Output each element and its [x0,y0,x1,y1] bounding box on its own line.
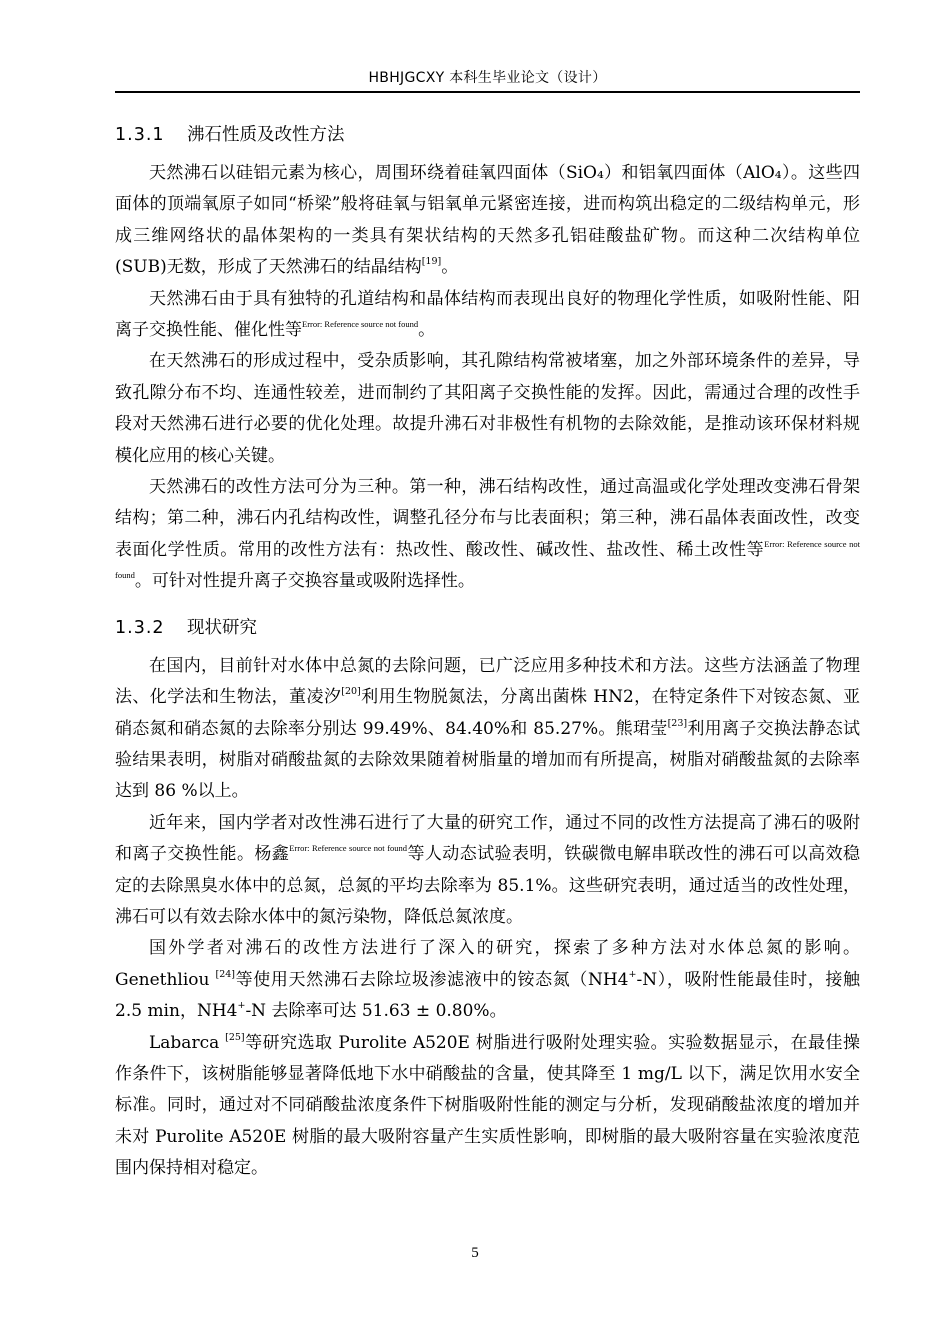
paragraph-text: 利用离子交换法静态试验结果表明，树脂对硝酸盐氮的去除效果随着树脂量的增加而有所提高，树脂对硝酸盐氮的去除率达到 86 %以上。 [115,718,860,802]
page-header: HBHJGCXY 本科生毕业论文（设计） [368,70,607,86]
citation: [25] [225,1031,245,1043]
paragraph-text: -N 去除率可达 51.63 ± 0.80%。 [245,1001,507,1022]
section-heading [115,614,860,642]
reference-error: Error: Reference source not found [115,538,861,581]
body-paragraph [115,284,860,347]
reference-error: Error: Reference source not found [302,319,419,330]
section-heading [115,121,860,149]
paragraph-text: 。 [441,257,459,278]
page-number: 5 [471,1245,479,1261]
body-paragraph [115,158,860,284]
section-number: 1.3.2 [115,617,165,638]
citation: [24] [215,968,236,980]
body-paragraph [115,346,860,472]
paragraph-text: 。 [418,320,436,341]
paragraph-text: 。可针对性提升离子交换容量或吸附选择性。 [134,571,475,592]
paragraph-text: 等研究选取 Purolite A520E 树脂进行吸附处理实验。实验数据显示，在最佳操作条件下，该树脂能够显著降低地下水中硝酸盐的含量，使其降至 1 mg/L 以下，满足饮用水安全标准。同时，通过对不同硝酸盐浓度条件下树脂吸附性能的测定与分析，发现硝酸盐浓度的增加并未对 Purolite A520E 树脂的最大吸附容量产生实质性影响，即树脂的最大吸附容量在实验浓度范围内保持相对稳定。 [115,1032,861,1179]
body-paragraph [115,651,860,808]
body-paragraph [115,1028,860,1185]
paragraph-text: 天然沸石由于具有独特的孔道结构和晶体结构而表现出良好的物理化学性质，如吸附性能、阳离子交换性能、催化性等 [115,288,860,341]
citation: [19] [421,256,442,268]
paragraph-text: 利用生物脱氮法，分离出菌株 HN2，在特定条件下对铵态氮、亚硝态氮和硝态氮的去除率分别达 99.49%、84.40%和 85.27%。熊珺莹 [115,687,861,739]
paragraph-text: 等人动态试验表明，铁碳微电解串联改性的沸石可以高效稳定的去除黑臭水体中的总氮，总氮的平均去除率为 85.1%。这些研究表明，通过适当的改性处理，沸石可以有效去除水体中的氮污染物，降低总氮浓度。 [115,844,860,927]
paragraph-text: 近年来，国内学者对改性沸石进行了大量的研究工作，通过不同的改性方法提高了沸石的吸附和离子交换性能。杨鑫 [115,812,860,865]
section-title: 沸石性质及改性方法 [187,125,345,145]
paragraph-text: 等使用天然沸石去除垃圾渗滤液中的铵态氮（NH4 [235,969,629,990]
body-paragraph [115,472,860,598]
section-number: 1.3.1 [115,125,165,145]
paragraph-text: Labarca [149,1032,226,1053]
superscript-charge: + [237,1000,246,1012]
body-paragraph [115,808,860,934]
paragraph-text: 在国内，目前针对水体中总氮的去除问题，已广泛应用多种技术和方法。这些方法涵盖了物理法、化学法和生物法，董凌汐 [115,655,860,708]
paragraph-text: 在天然沸石的形成过程中，受杂质影响，其孔隙结构常被堵塞，加之外部环境条件的差异，导致孔隙分布不均、连通性较差，进而制约了其阳离子交换性能的发挥。因此，需通过合理的改性手段对天然沸石进行必要的优化处理。故提升沸石对非极性有机物的去除效能，是推动该环保材料规模化应用的核心关键。 [115,351,860,466]
body-paragraph [115,933,860,1027]
paragraph-text: -N），吸附性能最佳时，接触 2.5 min，NH4 [115,969,860,1022]
paragraph-text: 国外学者对沸石的改性方法进行了深入的研究，探索了多种方法对水体总氮的影响。Genethliou [115,938,860,990]
section-title: 现状研究 [187,617,257,638]
citation: [20] [341,686,361,698]
header-rule [115,91,860,93]
paragraph-text: 天然沸石以硅铝元素为核心，周围环绕着硅氧四面体（SiO₄）和铝氧四面体（AlO₄）。这些四面体的顶端氧原子如同“桥梁”般将硅氧与铝氧单元紧密连接，进而构筑出稳定的二级结构单元，形成三维网络状的晶体架构的一类具有架状结构的天然多孔铝硅酸盐矿物。而这种二次结构单位(SUB)无数，形成了天然沸石的结晶结构 [115,163,860,278]
paragraph-text: 天然沸石的改性方法可分为三种。第一种，沸石结构改性，通过高温或化学处理改变沸石骨架结构；第二种，沸石内孔结构改性，调整孔径分布与比表面积；第三种，沸石晶体表面改性，改变表面化学性质。常用的改性方法有：热改性、酸改性、碱改性、盐改性、稀土改性等 [115,477,860,560]
citation: [23] [667,717,688,729]
superscript-charge: + [628,968,637,980]
reference-error: Error: Reference source not found [289,843,408,854]
page-body [115,108,860,1185]
